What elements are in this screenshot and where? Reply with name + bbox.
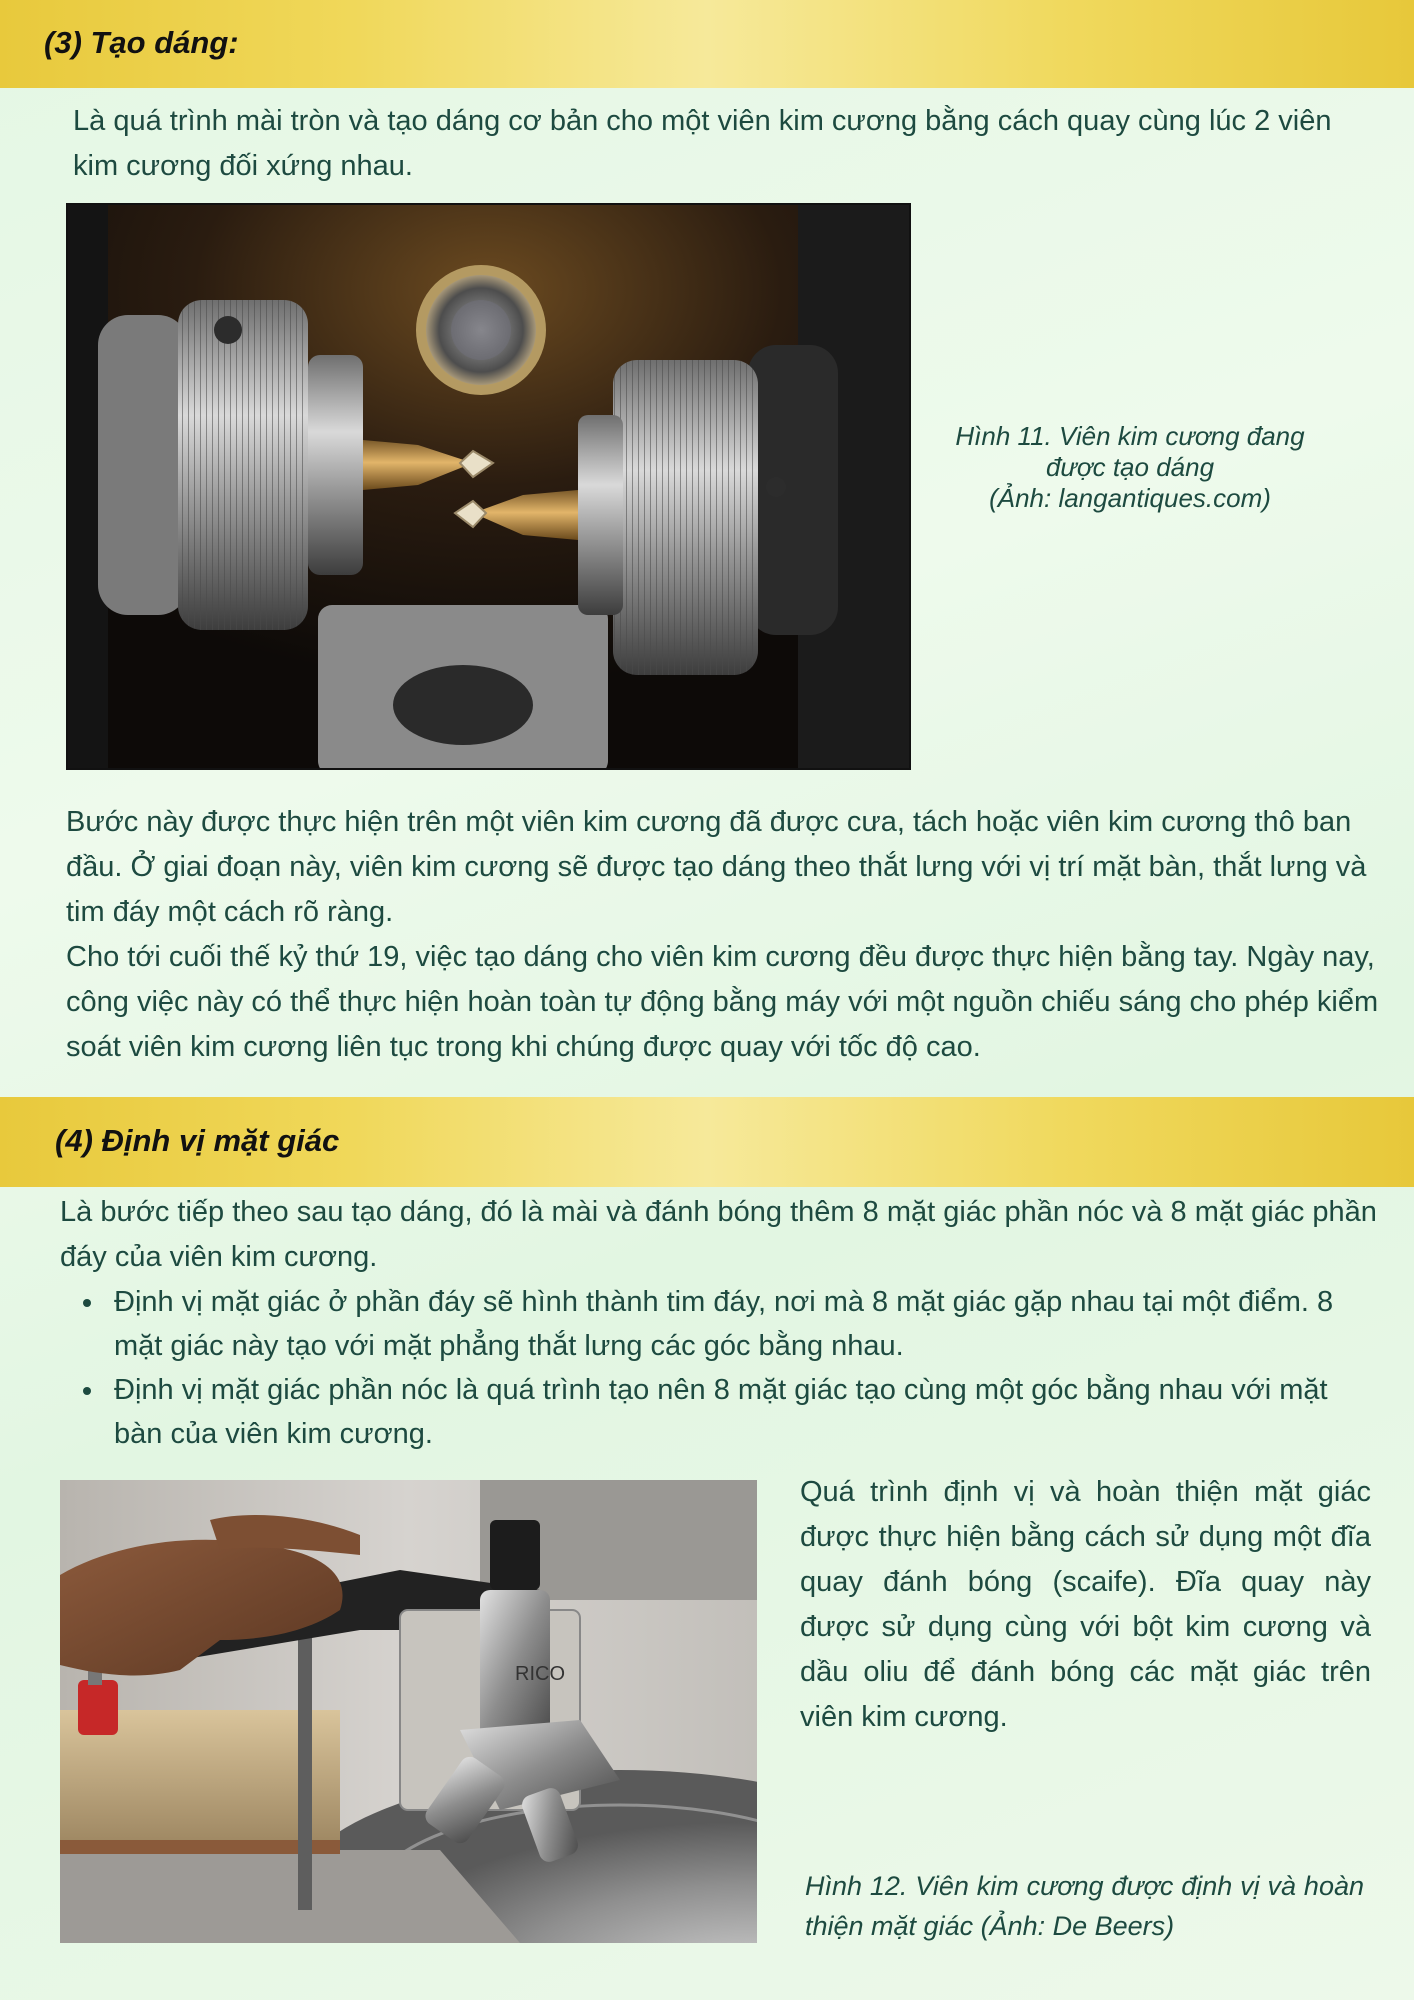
section4-intro: Là bước tiếp theo sau tạo dáng, đó là mài và đánh bóng thêm 8 mặt giác phần nóc và 8 mặt giác phần đáy của viên kim cương.	[60, 1196, 1377, 1273]
section4-bullet-item: Định vị mặt giác ở phần đáy sẽ hình thành tim đáy, nơi mà 8 mặt giác gặp nhau tại một điểm. 8 mặt giác này tạo với mặt phẳng thắt lưng các góc bằng nhau.	[60, 1280, 1380, 1368]
section3-header-band	[0, 0, 1414, 88]
section4-heading: (4) Định vị mặt giác	[55, 1123, 340, 1158]
section3-paragraph2: Cho tới cuối thế kỷ thứ 19, việc tạo dáng cho viên kim cương đều được thực hiện bằng tay. Ngày nay, công việc này có thể thực hiện hoàn toàn tự động bằng máy với một nguồn chiếu sáng cho phép kiểm soát viên kim cương liên tục trong khi chúng được quay với tốc độ cao.	[66, 941, 1379, 1063]
figure11-photo	[66, 203, 911, 770]
section4-bullet-list	[60, 1280, 1380, 1456]
figure12-photo	[60, 1480, 757, 1943]
section4-side-text: Quá trình định vị và hoàn thiện mặt giác được thực hiện bằng cách sử dụng một đĩa quay đánh bóng (scaife). Đĩa quay này được sử dụng cùng với bột kim cương và dầu oliu để đánh bóng các mặt giác trên viên kim cương.	[800, 1476, 1371, 1733]
figure12-caption: Hình 12. Viên kim cương được định vị và hoàn thiện mặt giác (Ảnh: De Beers)	[805, 1871, 1364, 1941]
figure11-caption-line2: được tạo dáng	[1045, 452, 1215, 482]
photo-rico-label: RICO	[515, 1663, 565, 1685]
figure11-caption	[930, 421, 1330, 514]
figure11-caption-line1: Hình 11. Viên kim cương đang	[955, 421, 1305, 451]
section3-heading: (3) Tạo dáng:	[44, 25, 239, 60]
figure11-caption-line3: (Ảnh: langantiques.com)	[989, 483, 1271, 513]
section3-paragraph1: Bước này được thực hiện trên một viên kim cương đã được cưa, tách hoặc viên kim cương thô ban đầu. Ở giai đoạn này, viên kim cương sẽ được tạo dáng theo thắt lưng với vị trí mặt bàn, thắt lưng và tim đáy một cách rõ ràng.	[66, 806, 1367, 928]
section3-intro: Là quá trình mài tròn và tạo dáng cơ bản cho một viên kim cương bằng cách quay cùng lúc 2 viên kim cương đối xứng nhau.	[73, 105, 1332, 182]
section4-bullet-item: Định vị mặt giác phần nóc là quá trình tạo nên 8 mặt giác tạo cùng một góc bằng nhau với mặt bàn của viên kim cương.	[60, 1368, 1380, 1456]
section4-header-band	[0, 1097, 1414, 1187]
